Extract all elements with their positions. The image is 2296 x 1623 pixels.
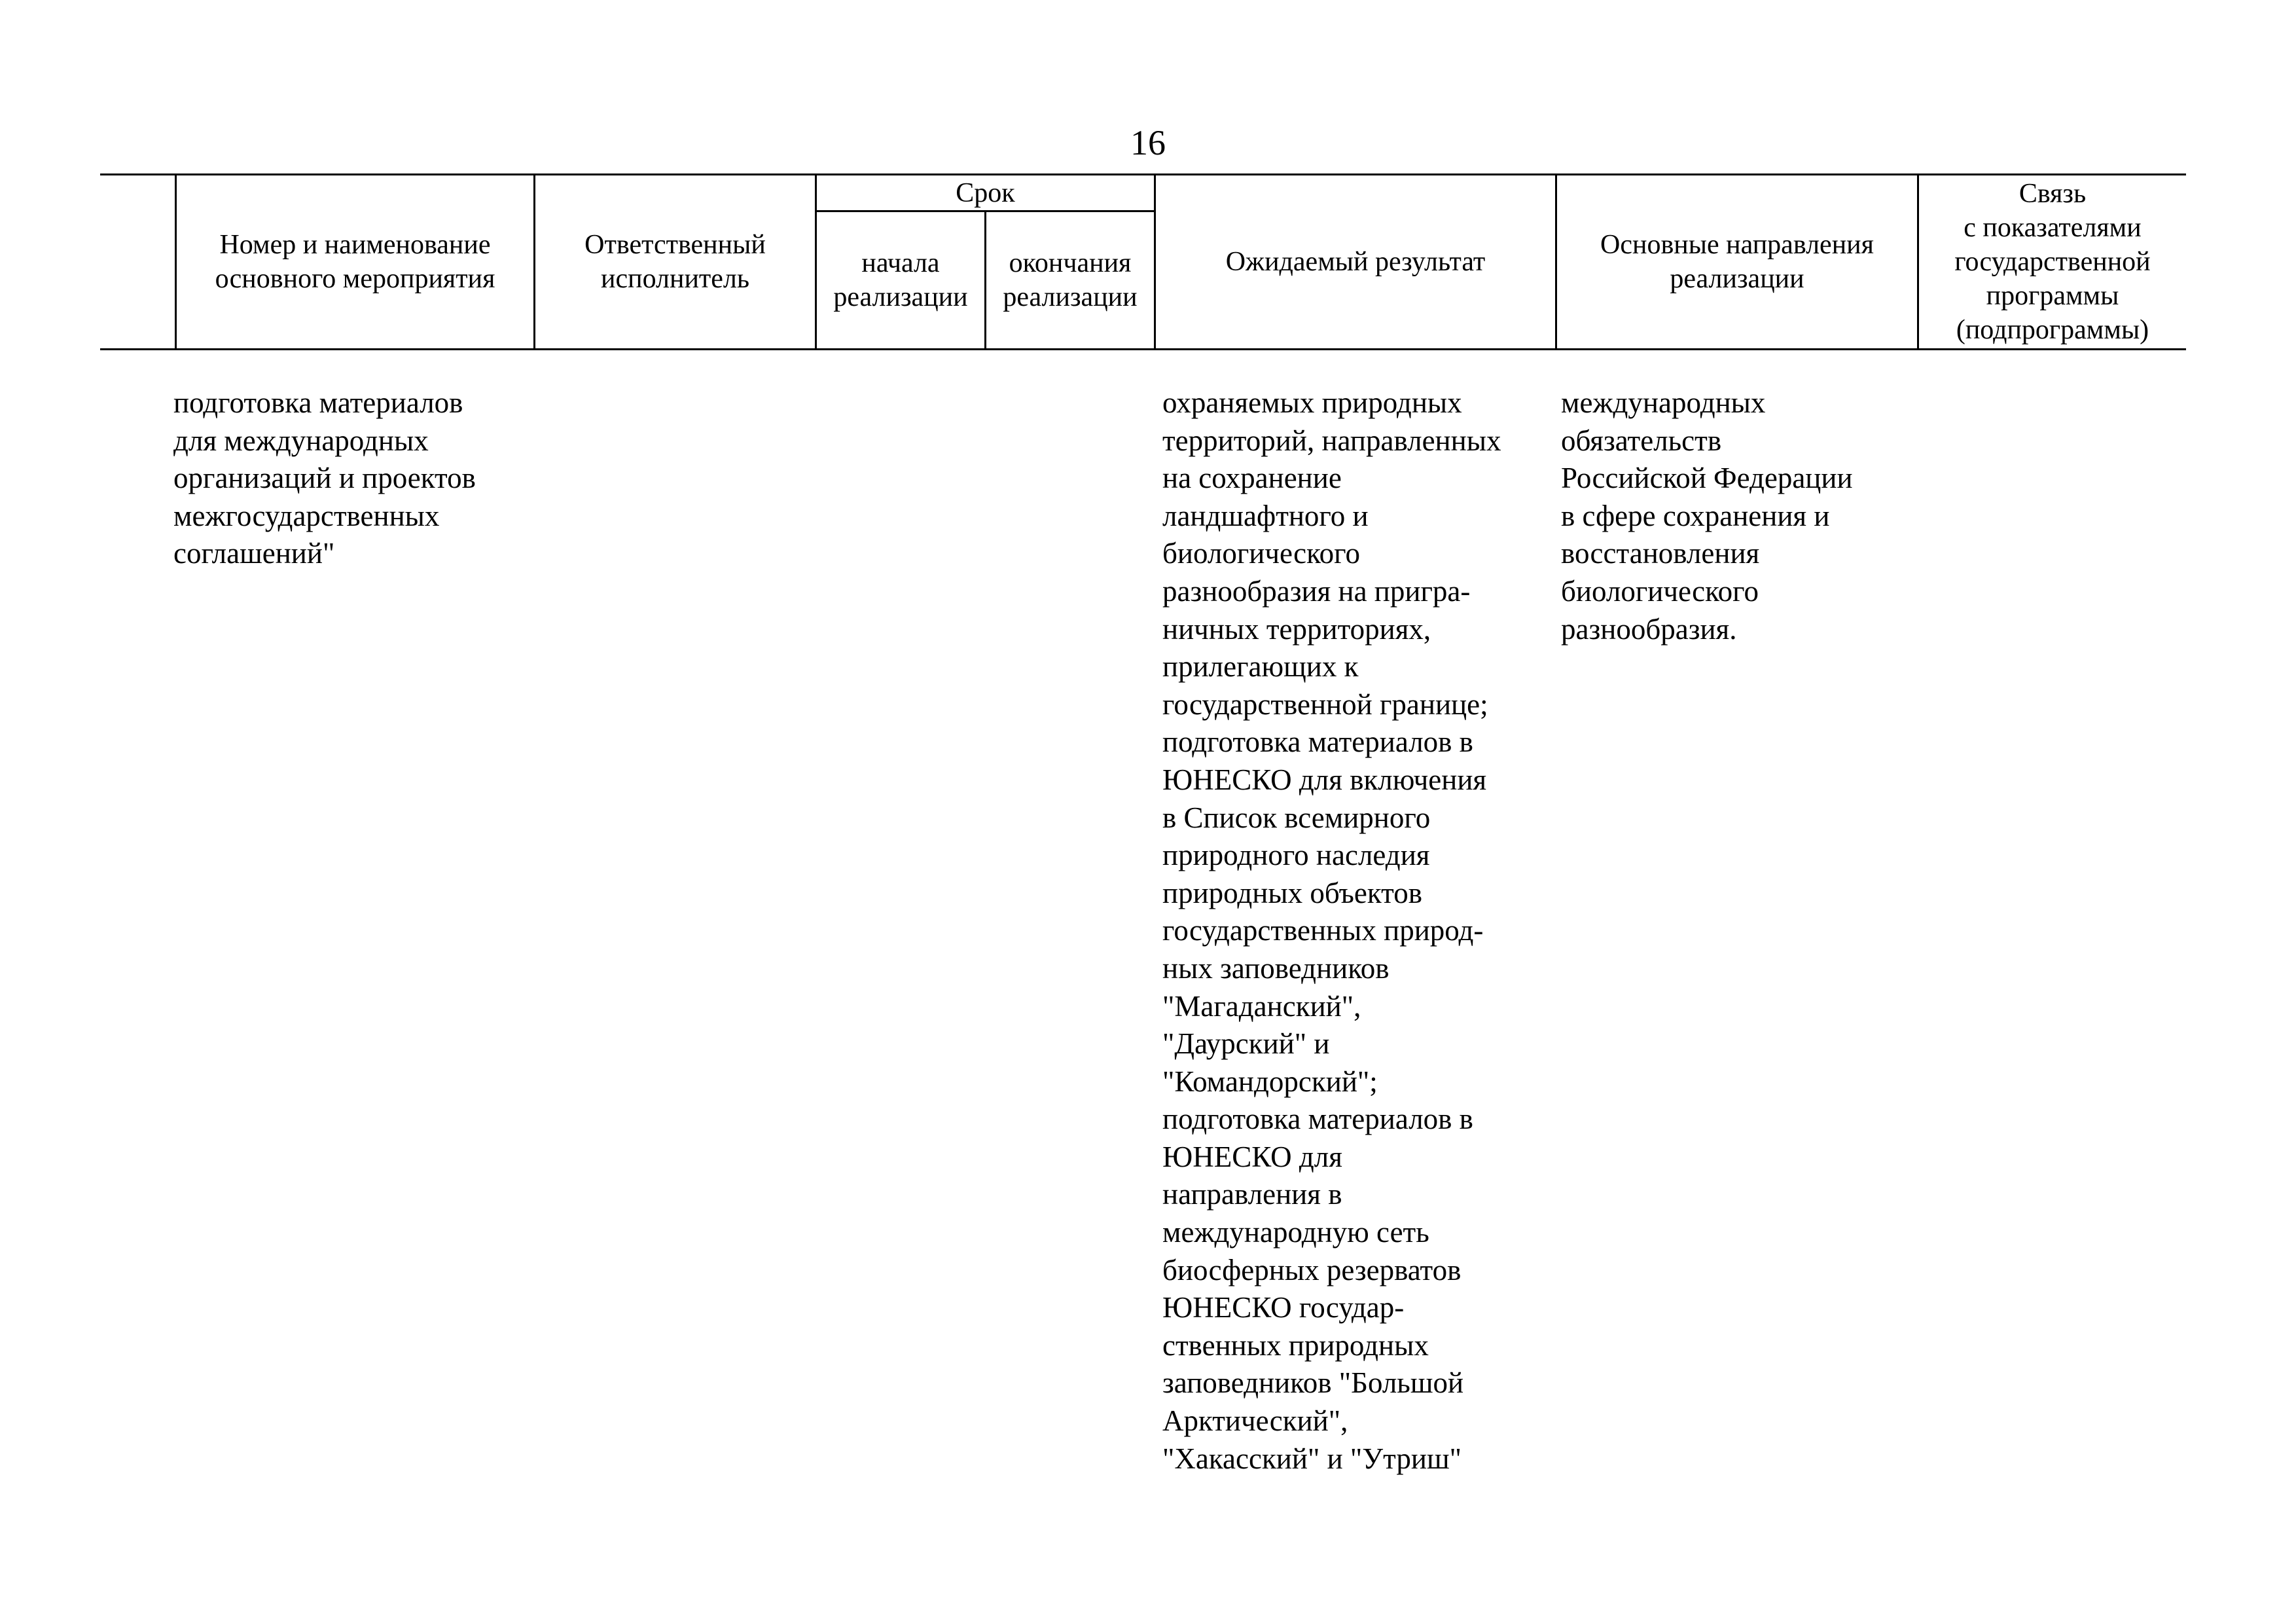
header-name-of-measure: Номер и наименование основного мероприятия bbox=[215, 230, 495, 294]
header-responsible-executor: Ответственный исполнитель bbox=[584, 230, 766, 294]
header-end-of-implementation: окончания реализации bbox=[1003, 248, 1138, 312]
header-term: Срок bbox=[956, 177, 1015, 208]
cell-expected-result: охраняемых природных территорий, направленных на сохранение ландшафтного и биологического разнообразия на пригра- ничных территориях, прилегающих к государственной границе; подготовка материалов в ЮНЕСКО для включения в Список всемирного природного наследия природных объектов государственных природ- ных заповедников "Магаданский", "Даурский" и "Командорский"; подготовка материалов в ЮНЕСКО для направления в международную сеть биосферных резерватов ЮНЕСКО государ- ственных природных заповедников "Большой Арктический", "Хакасский" и "Утриш" bbox=[1162, 386, 1501, 1475]
header-link-to-indicators: Связь с показателями государственной программы (подпрограммы) bbox=[1954, 179, 2151, 345]
header-main-directions: Основные направления реализации bbox=[1600, 230, 1874, 294]
table-header-bottom-border bbox=[100, 348, 2186, 350]
header-start-of-implementation: начала реализации bbox=[833, 248, 968, 312]
page-number: 16 bbox=[1130, 123, 1166, 162]
cell-measure-name: подготовка материалов для международных организаций и проектов межгосударственных соглашений" bbox=[173, 386, 476, 570]
cell-main-directions: международных обязательств Российской Федерации в сфере сохранения и восстановления биологического разнообразия. bbox=[1561, 386, 1853, 646]
header-expected-result: Ожидаемый результат bbox=[1225, 247, 1486, 277]
